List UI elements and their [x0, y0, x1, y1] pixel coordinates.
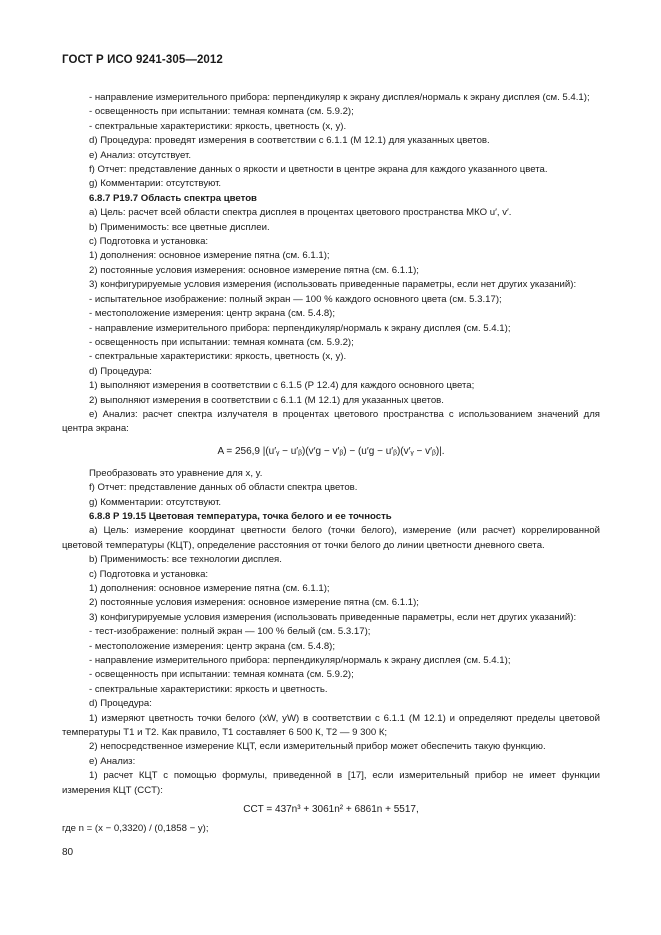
paragraph: 2) непосредственное измерение КЦТ, если измерительный прибор может обеспечить такую функцию.	[89, 741, 546, 753]
paragraph: 2) выполняют измерения в соответствии с 6.1.1 (М 12.1) для указанных цветов.	[89, 394, 444, 406]
paragraph: - местоположение измерения: центр экрана (см. 5.4.8);	[89, 308, 336, 320]
paragraph: 1) выполняют измерения в соответствии с 6.1.5 (Р 12.4) для каждого основного цвета;	[89, 380, 475, 392]
paragraph: f) Отчет: представление данных об области спектра цветов.	[89, 482, 358, 494]
paragraph: - тест-изображение: полный экран — 100 % белый (см. 5.3.17);	[89, 626, 371, 638]
paragraph: b) Применимость: все технологии дисплея.	[89, 554, 282, 566]
paragraph: d) Процедура:	[89, 365, 152, 377]
paragraph: 3) конфигурируемые условия измерения (использовать приведенные параметры, если нет других указаний):	[89, 279, 577, 291]
formula: CCT = 437n³ + 3061n² + 6861n + 5517,	[243, 804, 419, 816]
paragraph: e) Анализ:	[89, 755, 136, 767]
paragraph: - местоположение измерения: центр экрана (см. 5.4.8);	[89, 640, 336, 652]
paragraph: e) Анализ: расчет спектра излучателя в процентах цветового пространства с использованием значений для центра экрана:	[62, 408, 600, 435]
paragraph: - спектральные характеристики: яркость, цветность (x, y).	[89, 351, 347, 363]
paragraph: f) Отчет: представление данных о яркости и цветности в центре экрана для каждого указанного цвета.	[89, 164, 548, 176]
paragraph: Преобразовать это уравнение для x, y.	[89, 467, 263, 479]
standard-header: ГОСТ Р ИСО 9241-305—2012	[62, 54, 223, 66]
paragraph: - направление измерительного прибора: перпендикуляр/нормаль к экрану дисплея (см. 5.4.1);	[89, 322, 511, 334]
paragraph: b) Применимость: все цветные дисплеи.	[89, 221, 270, 233]
paragraph: 1) расчет КЦТ с помощью формулы, приведенной в [17], если измерительный прибор не имеет функции измерения КЦТ (CCT):	[62, 770, 600, 796]
paragraph: g) Комментарии: отсутствуют.	[89, 178, 222, 190]
paragraph: - освещенность при испытании: темная комната (см. 5.9.2);	[89, 106, 354, 118]
paragraph: где n = (x − 0,3320) / (0,1858 − y);	[62, 823, 209, 835]
paragraph: c) Подготовка и установка:	[89, 236, 209, 248]
page-number: 80	[62, 847, 74, 858]
paragraph: d) Процедура: проведят измерения в соответствии с 6.1.1 (М 12.1) для указанных цветов.	[89, 135, 490, 147]
paragraph: 2) постоянные условия измерения: основное измерение пятна (см. 6.1.1);	[89, 264, 419, 276]
paragraph: 1) измеряют цветность точки белого (xW, yW) в соответствии с 6.1.1 (М 12.1) и определяют пределы цветовой температуры T1 и T2. Как правило, T1 составляет 6 500 К, T2 — 9 300 К;	[62, 712, 600, 739]
paragraph: - освещенность при испытании: темная комната (см. 5.9.2);	[89, 669, 354, 681]
paragraph: a) Цель: измерение координат цветности белого (точки белого), измерение (или расчет) коррелированной цветовой температуры (КЦТ), определение расстояния от точки белого до линии цветности дневного света.	[62, 525, 600, 551]
paragraph: 1) дополнения: основное измерение пятна (см. 6.1.1);	[89, 250, 330, 262]
paragraph: 3) конфигурируемые условия измерения (использовать приведенные параметры, если нет других указаний):	[89, 611, 577, 623]
section-heading: 6.8.8 Р 19.15 Цветовая температура, точка белого и ее точность	[89, 510, 392, 522]
paragraph: 1) дополнения: основное измерение пятна (см. 6.1.1);	[89, 583, 330, 594]
paragraph: g) Комментарии: отсутствуют.	[89, 496, 222, 508]
paragraph: - освещенность при испытании: темная комната (см. 5.9.2);	[89, 336, 354, 348]
paragraph: a) Цель: расчет всей области спектра дисплея в процентах цветового пространства МКО u′, v′.	[89, 207, 512, 219]
paragraph: 2) постоянные условия измерения: основное измерение пятна (см. 6.1.1);	[89, 597, 419, 609]
document-body	[62, 91, 600, 837]
paragraph: - спектральные характеристики: яркость, цветность (x, y).	[89, 120, 347, 132]
section-heading: 6.8.7 Р19.7 Область спектра цветов	[89, 192, 257, 204]
paragraph: - испытательное изображение: полный экран — 100 % каждого основного цвета (см. 5.3.17);	[89, 293, 502, 305]
formula: A = 256,9 |(u′ᵧ − u′ᵦ)(v′g − v′ᵦ) − (u′g − u′ᵦ)(v′ᵧ − v′ᵦ)|.	[217, 445, 445, 457]
paragraph: - спектральные характеристики: яркость и цветность.	[89, 683, 328, 695]
paragraph: c) Подготовка и установка:	[89, 568, 209, 580]
paragraph: - направление измерительного прибора: перпендикуляр к экрану дисплея/нормаль к экрану дисплея (см. 5.4.1);	[89, 92, 590, 103]
paragraph: e) Анализ: отсутствует.	[89, 149, 191, 161]
paragraph: - направление измерительного прибора: перпендикуляр/нормаль к экрану дисплея (см. 5.4.1);	[89, 655, 511, 667]
paragraph: d) Процедура:	[89, 698, 152, 710]
